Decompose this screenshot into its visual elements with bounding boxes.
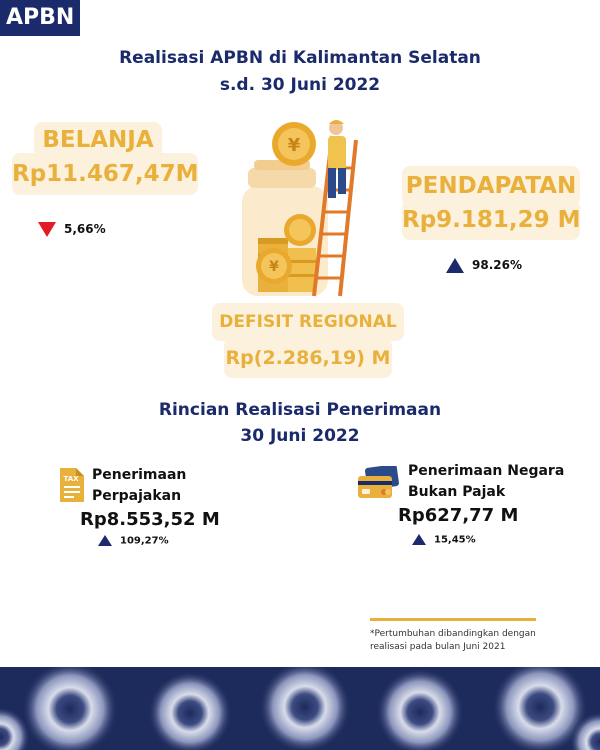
tax-icon-text: TAX	[63, 475, 79, 483]
rincian-title-line2: 30 Juni 2022	[240, 426, 360, 446]
note-divider	[370, 618, 536, 621]
belanja-label: BELANJA	[34, 122, 162, 158]
pendapatan-value: Rp9.181,29 M	[402, 200, 580, 240]
shibori-pattern-graphic	[0, 667, 600, 750]
tax-document-icon	[58, 468, 84, 502]
apbn-tag: APBN	[0, 0, 80, 36]
defisit-label: DEFISIT REGIONAL	[212, 303, 404, 341]
pnbp-label	[408, 461, 564, 503]
belanja-growth-value: 5,66%	[64, 222, 106, 236]
coin-symbol-upper: ¥	[287, 135, 301, 156]
up-arrow-icon	[98, 535, 112, 546]
pajak-label-line2: Perpajakan	[92, 488, 182, 504]
shibori-footer-pattern	[0, 667, 600, 750]
pendapatan-growth-value: 98.26%	[472, 258, 522, 272]
pajak-label	[92, 465, 186, 507]
pnbp-label-line2: Bukan Pajak	[408, 484, 506, 500]
pnbp-growth-value: 15,45%	[434, 534, 476, 546]
pajak-growth-value: 109,27%	[120, 535, 169, 547]
credit-cards-icon	[356, 466, 400, 502]
coin-jar-ladder-illustration	[228, 118, 366, 300]
pajak-label-line1: Penerimaan	[92, 467, 187, 483]
up-arrow-icon	[446, 258, 464, 273]
page-title-line2: s.d. 30 Juni 2022	[219, 75, 381, 95]
footnote-line2: realisasi pada bulan Juni 2021	[370, 642, 506, 652]
page-title-line1: Realisasi APBN di Kalimantan Selatan	[119, 48, 481, 68]
pendapatan-growth	[446, 258, 522, 273]
coin-symbol-lower: ¥	[269, 259, 279, 275]
footnote	[370, 628, 570, 654]
defisit-value: Rp(2.286,19) M	[224, 338, 392, 378]
up-arrow-icon	[412, 534, 426, 545]
down-arrow-icon	[38, 222, 56, 237]
footnote-line1: *Pertumbuhan dibandingkan dengan	[370, 629, 536, 639]
rincian-title-line1: Rincian Realisasi Penerimaan	[158, 400, 442, 420]
pajak-growth	[98, 535, 169, 547]
pnbp-label-line1: Penerimaan Negara	[408, 463, 565, 479]
belanja-value: Rp11.467,47M	[12, 153, 198, 195]
pnbp-growth	[412, 534, 476, 546]
pajak-value: Rp8.553,52 M	[80, 509, 220, 530]
pnbp-value: Rp627,77 M	[398, 505, 519, 526]
pendapatan-label: PENDAPATAN	[402, 166, 580, 206]
belanja-growth	[38, 222, 106, 237]
